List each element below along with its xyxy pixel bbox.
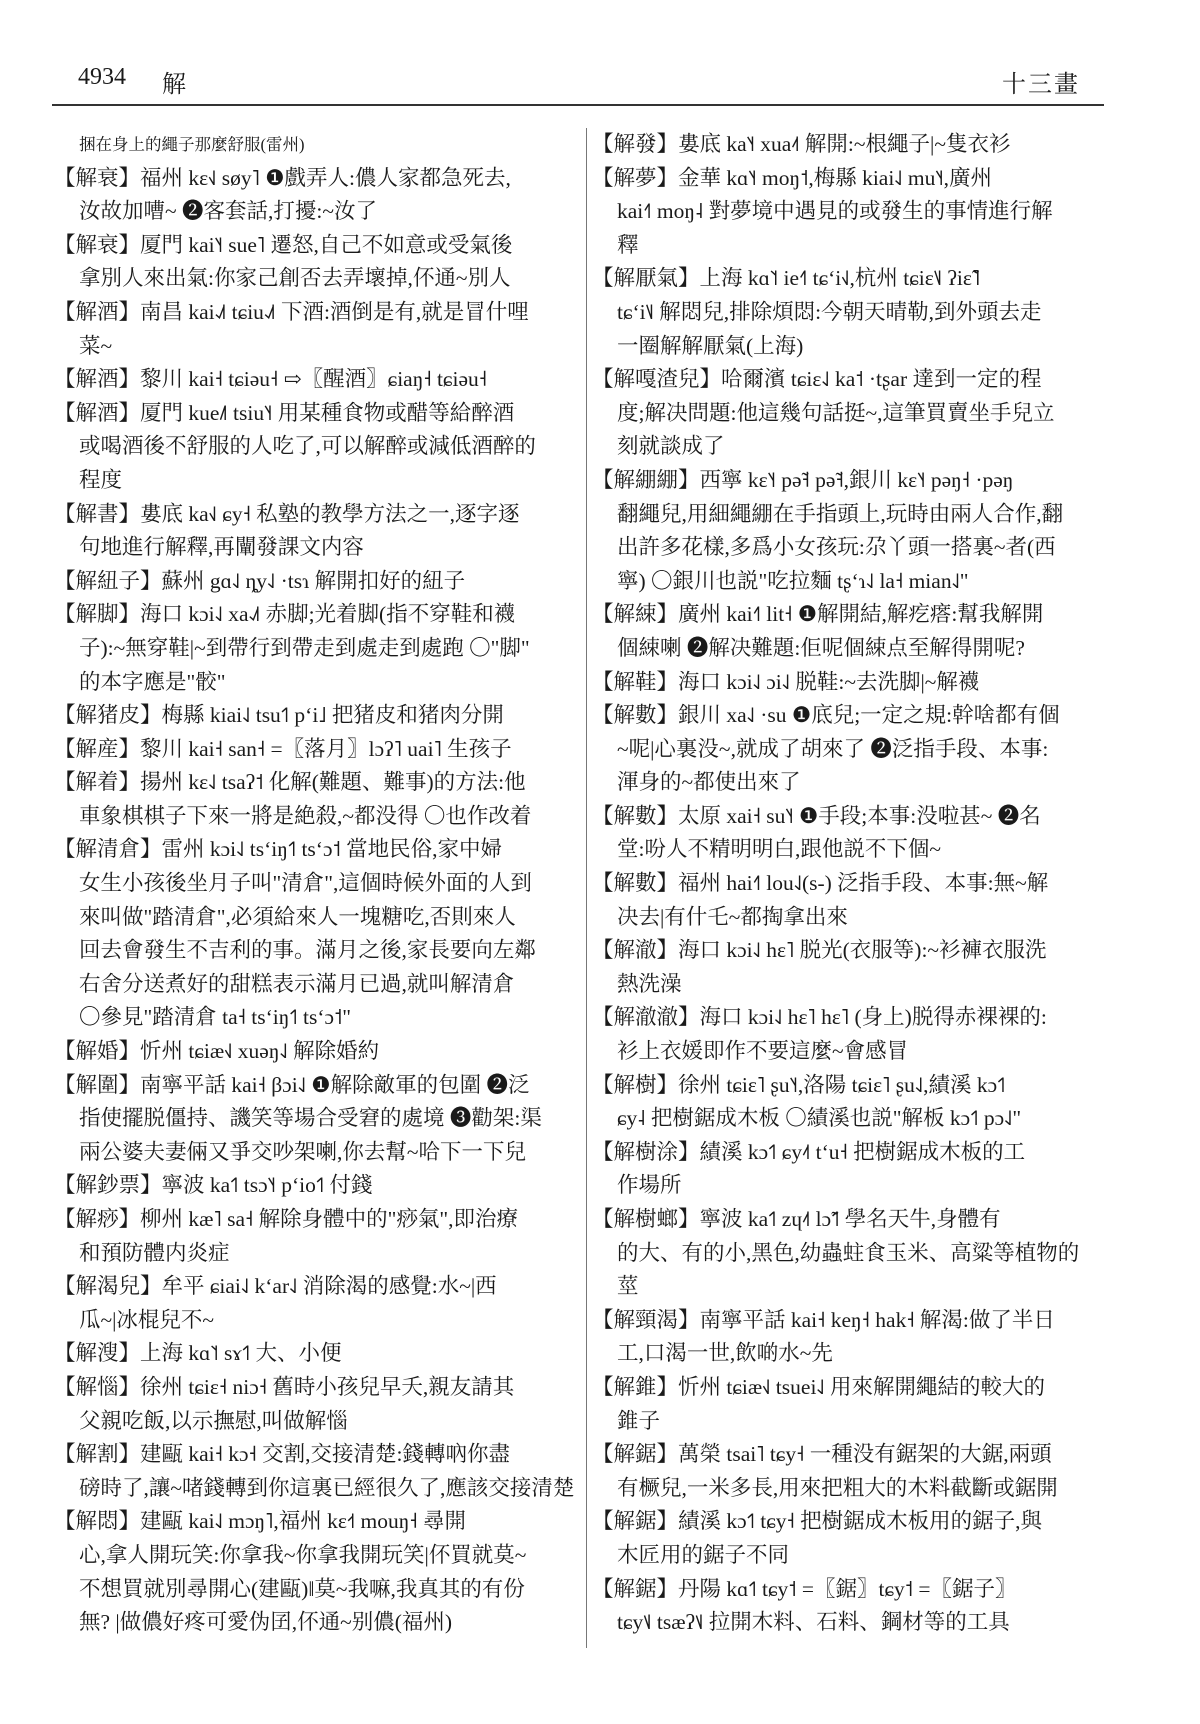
entry-continuation-line: 翻繩兒,用細繩綳在手指頭上,玩時由兩人合作,翻 <box>617 501 1064 526</box>
entry-line: 【解數】太原 xai˧ su˥˧ ❶手段;本事:没啦甚~ ❷名 <box>592 803 1041 828</box>
entry-continuation-line: 菜~ <box>79 333 113 358</box>
entry-continuation-line: 度;解决問題:他這幾句話挺~,這筆買賣坐手兒立 <box>617 400 1055 425</box>
entry-line: 【解頸渴】南寧平話 kai˧ keŋ˧ hak˧ 解渴:做了半日 <box>592 1307 1055 1332</box>
entry-continuation-line: 汝故加嘈~ ❷客套話,打擾:~汝了 <box>79 199 377 224</box>
entry-line: 【解數】銀川 xa˨˩ ·su ❶底兒;一定之規:幹啥都有個 <box>592 703 1060 728</box>
entry-continuation-line: 句地進行解釋,再闡發課文内容 <box>79 535 364 560</box>
entry-continuation-line: 有橛兒,一米多長,用來把粗大的木料截斷或鋸開 <box>617 1475 1058 1500</box>
right-column <box>592 128 1112 1640</box>
entry-line: 【解發】婁底 ka˥˧ xua˨˦ 解開:~根繩子|~隻衣衫 <box>592 132 1011 156</box>
entry-continuation-line: 衫上衣媛即作不要這麼~會感冒 <box>617 1039 909 1064</box>
entry-continuation-line: 心,拿人開玩笑:你拿我~你拿我開玩笑|伓買就莫~ <box>79 1542 527 1567</box>
entry-continuation-line: 出許多花樣,多爲小女孩玩:尕丫頭一搭裏~者(西 <box>617 535 1056 560</box>
entry-line: 【解鋸】丹陽 kɑ˦˥ tɕy˦ =〖鋸〗tɕy˦ =〖鋸子〗 <box>592 1576 1017 1601</box>
entry-line: 【解綳綳】西寧 kɛ˥˧ pə̃˧ pə̃˧,銀川 kɛ˥˧ pəŋ˧ ·pəŋ <box>592 467 1014 492</box>
entry-line: 【解夢】金華 kɑ˥˧ moŋ˦,梅縣 kiai˨˩ mu˥˧,廣州 <box>592 165 992 190</box>
head-character: 解 <box>162 72 186 98</box>
entry-continuation-line: ɕy˨ 把樹鋸成木板 〇績溪也説"解板 kɔ˦˥ pɔ˨˩" <box>617 1106 1022 1131</box>
entry-continuation-line: 堂:吩人不精明明白,跟他説不下個~ <box>617 837 941 862</box>
entry-continuation-line: 錐子 <box>617 1408 661 1433</box>
entry-continuation-line: 拿別人來出氣:你家己創否去弄壞掉,伓通~別人 <box>79 266 511 291</box>
entry-line: 【解着】揚州 kɛ˨˩ tsaʔ˦ 化解(難題、難事)的方法:他 <box>54 770 526 795</box>
entry-line: 【解綀】廣州 kai˧˥ lit˧ ❶解開結,解疙瘩:幫我解開 <box>592 602 1044 627</box>
stroke-section: 十三畫 <box>1002 72 1080 98</box>
entry-line: 【解酒】厦門 kue˩˥ tsiu˥˧ 用某種食物或醋等給醉酒 <box>54 400 515 425</box>
entry-line: 【解鋸】萬榮 tsai˥ tɕy˧ 一種没有鋸架的大鋸,兩頭 <box>592 1442 1052 1467</box>
entry-continuation-line: 作場所 <box>617 1173 682 1198</box>
header-rule <box>52 104 1104 106</box>
entry-continuation-line: 來叫做"踏清倉",必須給來人一塊糖吃,否則來人 <box>79 904 516 929</box>
entry-continuation-line: 釋 <box>617 232 639 257</box>
entry-continuation-line: 捆在身上的繩子那麼舒服(雷州) <box>79 135 305 154</box>
entry-continuation-line: tɕy˦˩ tsæʔ˦˩ 拉開木料、石料、鋼材等的工具 <box>617 1610 1010 1635</box>
entry-continuation-line: 寧) 〇銀川也説"吃拉麵 tʂʻɿ˨˩ la˧ mian˨˩" <box>617 568 969 593</box>
entry-line: 【解衰】厦門 kai˥˧ sue˥ 遷怒,自己不如意或受氣後 <box>54 232 513 257</box>
entry-continuation-line: 渾身的~都使出來了 <box>617 770 801 795</box>
entry-continuation-line: 〇參見"踏清倉 ta˧ tsʻiŋ˦˥ tsʻɔ˦" <box>79 1005 352 1030</box>
entry-continuation-line: 右舍分送煮好的甜糕表示滿月已過,就叫解清倉 <box>79 971 515 996</box>
entry-line: 【解鋸】績溪 kɔ˦˥ tɕy˧ 把樹鋸成木板用的鋸子,與 <box>592 1509 1043 1534</box>
entry-continuation-line: 程度 <box>79 467 123 492</box>
entry-continuation-line: 無? |做儂好疼可愛伪囝,伓通~别儂(福州) <box>79 1610 453 1635</box>
entry-line: 【解樹涂】績溪 kɔ˦˥ ɕy˨˦ tʻu˧ 把樹鋸成木板的工 <box>592 1139 1026 1164</box>
entry-line: 【解猪皮】梅縣 kiai˨˩ tsu˦˥ pʻi˩ 把猪皮和猪肉分開 <box>54 703 504 728</box>
entry-line: 【解婚】忻州 tɕiæ˧˩ xuəŋ˨˩ 解除婚約 <box>54 1039 380 1064</box>
entry-line: 【解痧】柳州 kæ˥ sa˧ 解除身體中的"痧氣",即治療 <box>54 1207 519 1231</box>
entry-continuation-line: 個綀喇 ❷解决難題:佢呢個綀点至解得開呢? <box>617 635 1025 660</box>
entry-continuation-line: 指使擺脱僵持、譏笑等場合受窘的處境 ❸勸架:渠 <box>79 1106 542 1131</box>
column-divider <box>586 128 587 1648</box>
entry-continuation-line: 車象棋棋子下來一將是絶殺,~都没得 〇也作改着 <box>79 803 532 828</box>
entry-continuation-line: 一圈解解厭氣(上海) <box>617 333 804 358</box>
entry-line: 【解鞋】海口 kɔi˨˩ ɔi˨˩ 脱鞋:~去洗脚|~解襪 <box>592 669 980 694</box>
entry-continuation-line: 磅時了,讓~啫錢轉到你這裏已經很久了,應該交接清楚 <box>79 1475 575 1500</box>
entry-line: 【解酒】南昌 kai˨˩˦ tɕiu˨˩˦ 下酒:酒倒是有,就是冒什哩 <box>54 299 529 324</box>
entry-line: 【解樹螂】寧波 ka˦˥ zɥ˨˦ lɔ̃˦˥ 學名天牛,身體有 <box>592 1207 1001 1231</box>
entry-continuation-line: 的大、有的小,黑色,幼蟲蛀食玉米、高粱等植物的 <box>617 1240 1080 1265</box>
entry-line: 【解惱】徐州 tɕiɛ˧ niɔ˧ 舊時小孩兒早夭,親友請其 <box>54 1374 515 1399</box>
entry-continuation-line: 兩公婆夫妻倆又爭交吵架喇,你去幫~哈下一下兒 <box>79 1139 527 1164</box>
entry-continuation-line: 工,口渴一世,飲啲水~先 <box>617 1341 833 1366</box>
entry-continuation-line: 瓜~|冰棍兒不~ <box>79 1307 215 1332</box>
entry-line: 【解脚】海口 kɔi˨˩ xa˨˩˦ 赤脚;光着脚(指不穿鞋和襪 <box>54 602 516 627</box>
entry-line: 【解鈔票】寧波 ka˦˥ tsɔ˥˧ pʻio˦˥ 付錢 <box>54 1173 373 1198</box>
entry-line: 【解澈澈】海口 kɔi˨˩ hɛ˥ hɛ˥ (身上)脱得赤裸裸的: <box>592 1005 1047 1030</box>
entry-continuation-line: 刻就談成了 <box>617 434 725 459</box>
page-number: 4934 <box>78 64 126 90</box>
entry-line: 【解酒】黎川 kai˧ tɕiəu˧ ⇨〖醒酒〗ɕiaŋ˧ tɕiəu˧ <box>54 367 487 392</box>
left-column <box>54 128 574 1640</box>
entry-continuation-line: 父親吃飯,以示撫慰,叫做解惱 <box>79 1408 348 1433</box>
entry-line: 【解澈】海口 kɔi˨˩ hɛ˥ 脱光(衣服等):~衫褲衣服洗 <box>592 938 1047 963</box>
entry-line: 【解割】建甌 kai˧ kɔ˧ 交割,交接清楚:錢轉吶你盡 <box>54 1442 510 1467</box>
entry-line: 【解清倉】雷州 kɔi˨˩ tsʻiŋ˦˥ tsʻɔ˦ 當地民俗,家中婦 <box>54 837 502 862</box>
entry-continuation-line: 子):~無穿鞋|~到帶行到帶走到處走到處跑 〇"脚" <box>79 635 530 660</box>
entry-continuation-line: ~呢|心裏没~,就成了胡來了 ❷泛指手段、本事: <box>617 736 1049 761</box>
entry-line: 【解嘎渣兒】哈爾濱 tɕiɛ˨˩ ka˦ ·tʂar 達到一定的程 <box>592 367 1042 392</box>
entry-continuation-line: 和預防體内炎症 <box>79 1240 230 1265</box>
entry-line: 【解溲】上海 kɑ˥˦ sɤ˦˥ 大、小便 <box>54 1341 342 1366</box>
entry-continuation-line: 回去會發生不吉利的事。滿月之後,家長要向左鄰 <box>79 938 536 963</box>
entry-continuation-line: 或喝酒後不舒服的人吃了,可以解醉或減低酒醉的 <box>79 434 536 459</box>
entry-line: 【解書】婁底 ka˧˩ ɕy˧ 私塾的教學方法之一,逐字逐 <box>54 501 520 526</box>
entry-line: 【解數】福州 hai˧˥ lou˨˩(s-) 泛指手段、本事:無~解 <box>592 871 1049 896</box>
entry-line: 【解紐子】蘇州 gɑ˨˩ ȵy˨˩ ·tsɿ 解開扣好的紐子 <box>54 568 466 593</box>
entry-continuation-line: 木匠用的鋸子不同 <box>617 1542 790 1567</box>
entry-line: 【解渴兒】牟平 ɕiai˨˩ kʻar˨˩ 消除渴的感覺:水~|西 <box>54 1274 497 1299</box>
entry-continuation-line: 决去|有什乇~都掏拿出來 <box>617 904 848 929</box>
entry-line: 【解衰】福州 kɛ˧˩ søy˥ ❶戲弄人:儂人家都急死去, <box>54 165 511 190</box>
entry-line: 【解錐】忻州 tɕiæ˧˩ tsuei˨˩ 用來解開繩結的較大的 <box>592 1374 1046 1399</box>
entry-continuation-line: tɕʻi˥˩ 解悶兒,排除煩悶:今朝天晴勒,到外頭去走 <box>617 299 1042 324</box>
entry-line: 【解産】黎川 kai˧ san˧ =〖落月〗lɔʔ˥ uai˥ 生孩子 <box>54 736 512 761</box>
entry-continuation-line: 女生小孩後坐月子叫"清倉",這個時候外面的人到 <box>79 871 532 896</box>
entry-continuation-line: kai˧˥ moŋ˨ 對夢境中遇見的或發生的事情進行解 <box>617 199 1053 224</box>
entry-line: 【解圍】南寧平話 kai˧ βɔi˨˩ ❶解除敵軍的包圍 ❷泛 <box>54 1072 530 1097</box>
entry-continuation-line: 不想買就別尋開心(建甌)‖莫~我嘛,我真其的有份 <box>79 1576 525 1601</box>
entry-continuation-line: 的本字應是"骹" <box>79 669 226 694</box>
entry-line: 【解悶】建甌 kai˨˩ mɔŋ˥,福州 kɛ˧˦ mouŋ˧ 尋開 <box>54 1509 466 1534</box>
entry-line: 【解樹】徐州 tɕiɛ˥ ʂu˥˧,洛陽 tɕiɛ˥ ʂu˨˩,績溪 kɔ˦˥ <box>592 1072 1006 1097</box>
entry-line: 【解厭氣】上海 kɑ˥˦ ie˧˥ tɕʻi˧˩,杭州 tɕiɛ˥˩ ʔiɛ̃˥ <box>592 266 981 291</box>
entry-continuation-line: 莖 <box>617 1274 639 1299</box>
entry-continuation-line: 熱洗澡 <box>617 971 682 996</box>
